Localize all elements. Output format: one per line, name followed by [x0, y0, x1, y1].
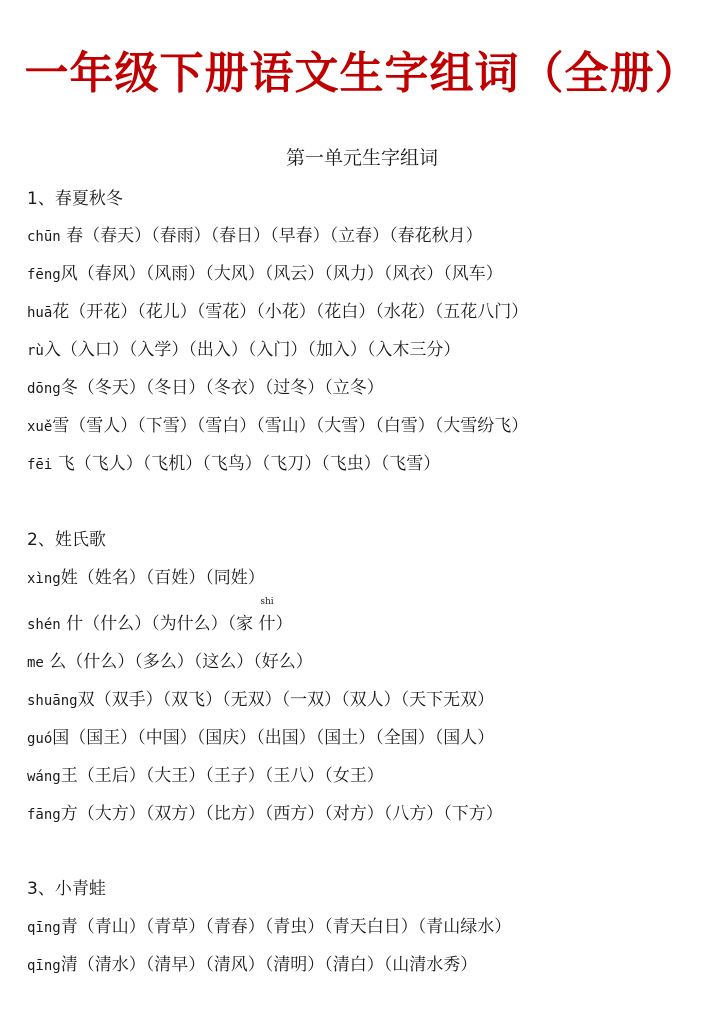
word-entry [27, 801, 503, 828]
pinyin: chūn [27, 229, 61, 245]
pinyin: qīng [27, 920, 61, 936]
word-list: （姓名）（百姓）（同姓） [77, 568, 265, 588]
word-list: （什么）（为什么）（家 [83, 614, 259, 634]
pinyin: guó [27, 731, 53, 747]
word-entry [27, 952, 477, 979]
pinyin: xìng [27, 571, 61, 587]
character: 什 [66, 614, 84, 634]
word-entry [27, 451, 440, 478]
word-entry [27, 223, 483, 250]
pinyin: shén [27, 617, 61, 633]
word-entry [27, 375, 384, 402]
character: 飞 [57, 454, 75, 474]
pinyin: fēi [27, 457, 53, 473]
pinyin: xuě [27, 419, 53, 435]
word-list: （青山）（青草）（青春）（青虫）（青天白日）（青山绿水） [77, 917, 512, 937]
ruby-pinyin: shi [260, 597, 274, 607]
word-list: （冬天）（冬日）（冬衣）（过冬）（立冬） [77, 378, 384, 398]
word-entry [27, 413, 528, 440]
word-list: （大方）（双方）（比方）（西方）（对方）（八方）（下方） [77, 804, 503, 824]
word-list: （什么）（多么）（这么）（好么） [66, 652, 313, 672]
character: 春 [66, 226, 84, 246]
word-entry [27, 261, 503, 288]
word-list: （清水）（清早）（清风）（清明）（清白）（山清水秀） [77, 955, 478, 975]
section-heading: 1、春夏秋冬 [27, 189, 123, 209]
word-list: （开花）（花儿）（雪花）（小花）（花白）（水花）（五花八门） [69, 302, 529, 322]
word-entry [27, 337, 460, 364]
character: 清 [60, 955, 78, 975]
word-entry [27, 725, 494, 752]
word-list: （入口）（入学）（出入）（入门）（加入）（入木三分） [60, 340, 461, 360]
pinyin: shuāng [27, 693, 78, 709]
word-entry [27, 763, 384, 790]
character: 国 [52, 728, 70, 748]
character: 花 [52, 302, 70, 322]
character: 姓 [60, 568, 78, 588]
word-list: （雪人）（下雪）（雪白）（雪山）（大雪）（白雪）（大雪纷飞） [69, 416, 529, 436]
word-entry [27, 687, 494, 714]
word-list: （春天）（春雨）（春日）（早春）（立春）（春花秋月） [83, 226, 483, 246]
character: 雪 [52, 416, 70, 436]
word-entry [27, 649, 313, 676]
pinyin: qīng [27, 958, 61, 974]
pinyin: dōng [27, 381, 61, 397]
annotated-character: shi 什 [258, 597, 276, 634]
word-list: （国王）（中国）（国庆）（出国）（国土）（全国）（国人） [69, 728, 495, 748]
pinyin: rù [27, 343, 44, 359]
character: 双 [77, 690, 95, 710]
word-entry [27, 914, 511, 941]
pinyin: huā [27, 305, 53, 321]
character: 冬 [60, 378, 78, 398]
pinyin: me [27, 655, 44, 671]
character: 么 [49, 652, 67, 672]
character: 王 [60, 766, 78, 786]
character: 青 [60, 917, 78, 937]
word-list: （王后）（大王）（王子）（王八）（女王） [77, 766, 384, 786]
section-heading: 2、姓氏歌 [27, 530, 106, 550]
pinyin: wáng [27, 769, 61, 785]
pinyin: fēng [27, 267, 61, 283]
word-list: （飞人）（飞机）（飞鸟）（飞刀）（飞虫）（飞雪） [74, 454, 441, 474]
word-list: （双手）（双飞）（无双）（一双）（双人）（天下无双） [94, 690, 495, 710]
character: 入 [43, 340, 61, 360]
section-heading: 3、小青蛙 [27, 879, 106, 899]
document-title: 一年级下册语文生字组词（全册） [24, 48, 700, 99]
word-entry: shén 什（什么）（为什么）（家 shi 什） [27, 611, 293, 638]
word-list: （春风）（风雨）（大风）（风云）（风力）（风衣）（风车） [77, 264, 503, 284]
unit-title: 第一单元生字组词 [285, 147, 438, 169]
character: 风 [60, 264, 78, 284]
character: 方 [60, 804, 78, 824]
word-entry [27, 299, 528, 326]
pinyin: fāng [27, 807, 61, 823]
word-entry [27, 565, 265, 592]
